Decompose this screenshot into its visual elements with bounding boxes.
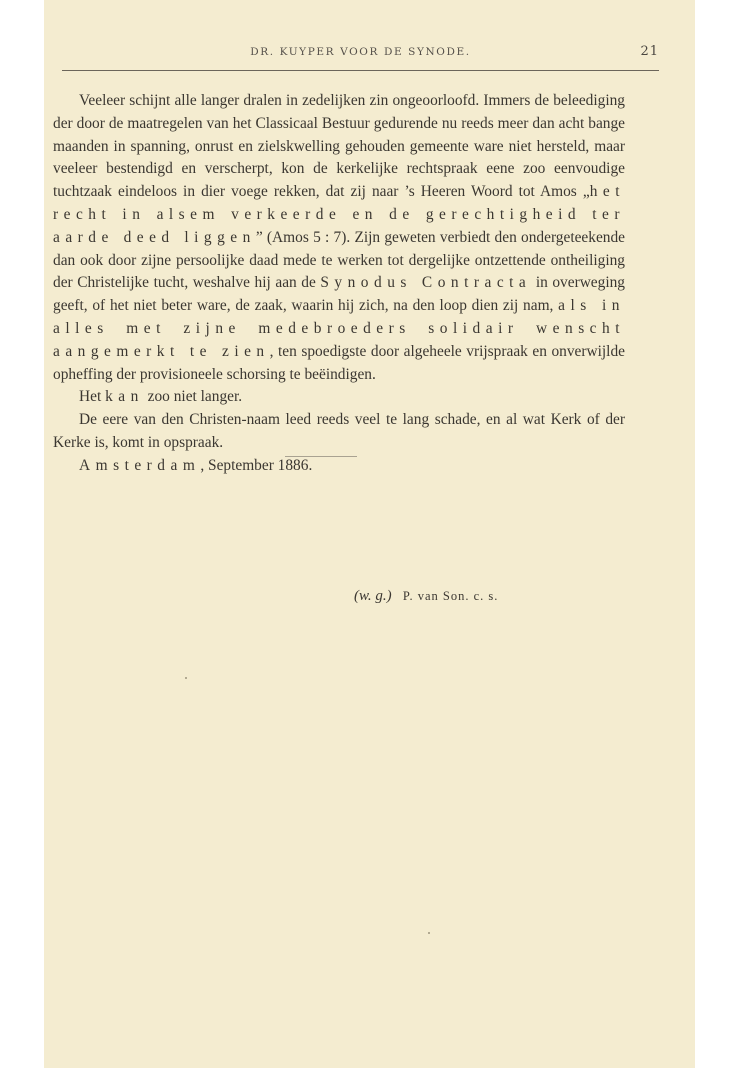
p2-text-a: Het	[79, 388, 106, 406]
page-header	[62, 42, 659, 71]
book-page	[44, 0, 695, 1068]
signature-name: P. van Son. c. s.	[402, 589, 499, 603]
page-number: 21	[640, 44, 659, 59]
signature	[354, 588, 498, 605]
p2-text-b: zoo niet langer.	[143, 388, 243, 406]
place-date-line	[53, 455, 625, 478]
p1-text-d: , ten spoedigste door algeheele vrijspraak en onverwijlde opheffing der provisioneele schorsing te beëindigen.	[53, 342, 625, 383]
p1-text-b: ” (Amos 5 : 7). Zijn geweten verbiedt den ondergeteekende dan ook door zijne persoolijke daad mede te werken tot dergelijke ontzettende ontheiliging der Christelijke tucht, weshalve hij aan de	[53, 228, 626, 292]
synodus-contracta: Synodus Contracta	[320, 274, 532, 292]
place: Amsterdam	[79, 456, 201, 474]
body-text	[53, 90, 625, 478]
paragraph-3: De eere van den Christen-naam leed reeds veel te lang schade, en al wat Kerk of der Kerke is, komt in opspraak.	[53, 411, 625, 451]
paragraph-1	[53, 90, 625, 386]
p1-text-a: Veeleer schijnt alle langer dralen in zedelijken zin ongeoorloofd. Immers de beleediging der door de maatregelen van het Classicaal Bestuur gedurende nu reeds meer dan acht bange maanden in spanning, onrust en zielskwelling gehouden gemeente ware niet hersteld, maar veeleer bestendigd en verscherpt, kon de kerkelijke rechtspraak eene zoo eenvoudige tuchtzaak eindeloos in dier voege rekken, dat zij naar ’s Heeren Woord tot Amos „	[53, 92, 625, 201]
running-head: DR. KUYPER VOOR DE SYNODE.	[250, 46, 471, 58]
ornamental-divider	[285, 456, 357, 457]
paper-speck	[428, 932, 430, 934]
paper-speck	[185, 677, 187, 679]
solidarity-phrase: als in alles met zijne medebroeders solidair wenscht aangemerkt te zien	[53, 297, 625, 360]
paragraph-2	[53, 386, 625, 409]
signature-wg: (w. g.)	[354, 588, 392, 604]
kan-emphasis: kan	[105, 388, 144, 406]
date: , September 1886.	[200, 456, 313, 474]
p1-text-c: in overweging geeft, of het niet beter ware, de zaak, waarin hij zich, na den loop dien zij nam,	[53, 274, 625, 315]
amos-quote: het recht in alsem verkeerde en de gerechtigheid ter aarde deed liggen	[53, 183, 625, 246]
